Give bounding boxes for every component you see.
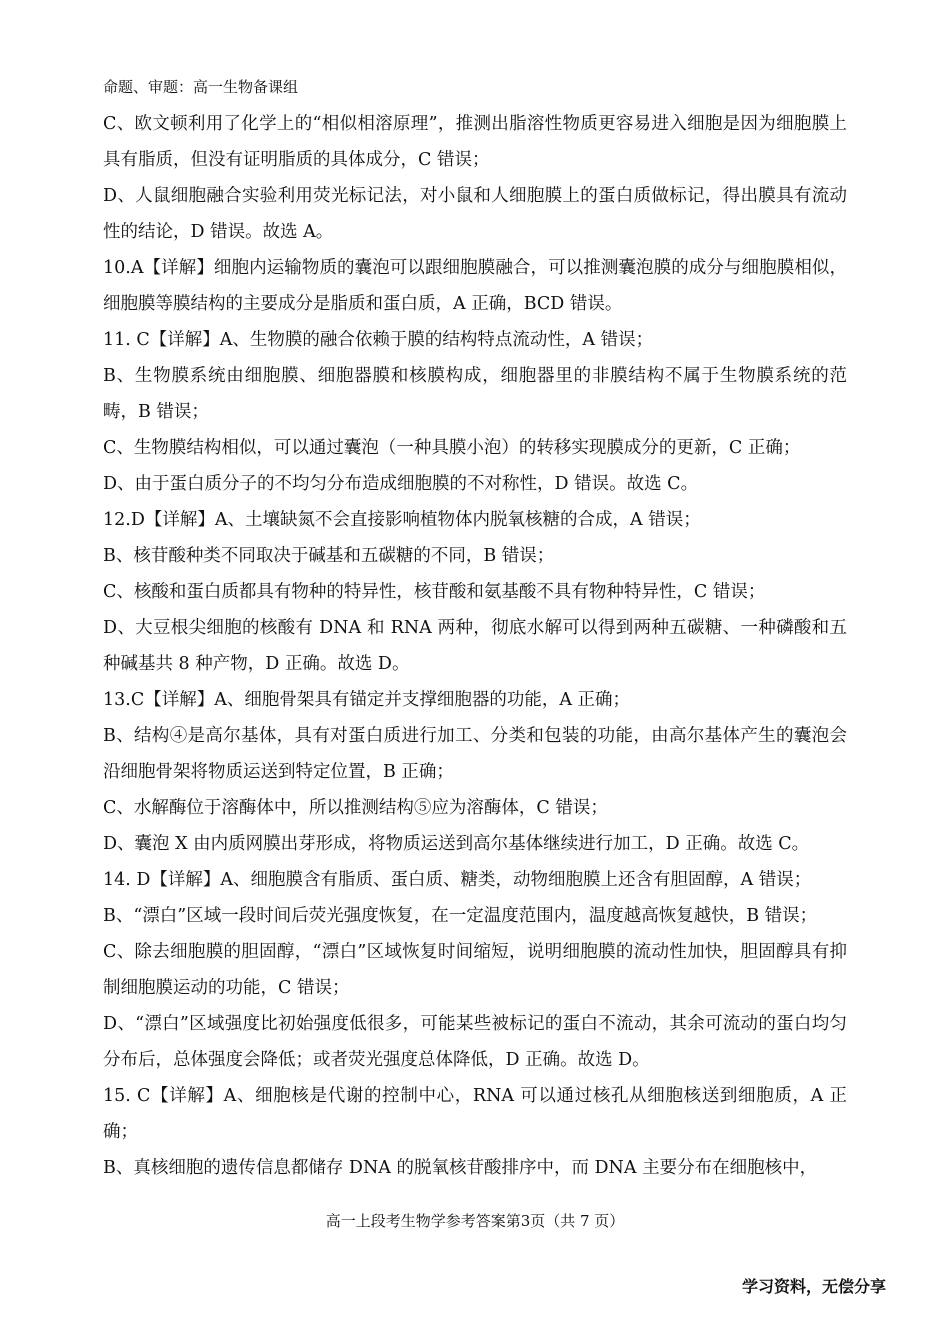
paragraph: B、“漂白”区域一段时间后荧光强度恢复，在一定温度范围内，温度越高恢复越快，B 错误；	[103, 906, 818, 926]
paragraph: D、“漂白”区域强度比初始强度低很多，可能某些被标记的蛋白不流动，其余可流动的蛋白均匀分布后，总体强度会降低；或者荧光强度总体降低，D 正确。故选 D。	[103, 1014, 847, 1070]
paragraph: B、生物膜系统由细胞膜、细胞器膜和核膜构成，细胞器里的非膜结构不属于生物膜系统的范畴，B 错误；	[103, 366, 847, 422]
paragraph: D、人鼠细胞融合实验利用荧光标记法，对小鼠和人细胞膜上的蛋白质做标记，得出膜具有流动性的结论，D 错误。故选 A。	[103, 186, 847, 242]
paragraph: D、囊泡 X 由内质网膜出芽形成，将物质运送到高尔基体继续进行加工，D 正确。故选 C。	[103, 834, 810, 854]
paragraph: B、结构④是高尔基体，具有对蛋白质进行加工、分类和包装的功能，由高尔基体产生的囊泡会沿细胞骨架将物质运送到特定位置，B 正确；	[103, 726, 847, 782]
paragraph: 15. C【详解】A、细胞核是代谢的控制中心，RNA 可以通过核孔从细胞核送到细胞质，A 正确；	[103, 1086, 847, 1142]
paragraph: 14. D【详解】A、细胞膜含有脂质、蛋白质、糖类，动物细胞膜上还含有胆固醇，A 错误；	[103, 870, 812, 890]
page-header: 命题、审题：高一生物备课组	[103, 78, 299, 96]
paragraph: C、水解酶位于溶酶体中，所以推测结构⑤应为溶酶体，C 错误；	[103, 798, 608, 818]
paragraph: D、由于蛋白质分子的不均匀分布造成细胞膜的不对称性，D 错误。故选 C。	[103, 474, 699, 494]
paragraph: C、除去细胞膜的胆固醇，“漂白”区域恢复时间缩短，说明细胞膜的流动性加快，胆固醇具有抑制细胞膜运动的功能，C 错误；	[103, 942, 847, 998]
paragraph: 12.D【详解】A、土壤缺氮不会直接影响植物体内脱氧核糖的合成，A 错误；	[103, 510, 701, 530]
paragraph: B、核苷酸种类不同取决于碱基和五碳糖的不同，B 错误；	[103, 546, 555, 566]
paragraph: C、生物膜结构相似，可以通过囊泡（一种具膜小泡）的转移实现膜成分的更新，C 正确；	[103, 438, 801, 458]
paragraph: 10.A【详解】细胞内运输物质的囊泡可以跟细胞膜融合，可以推测囊泡膜的成分与细胞膜相似，细胞膜等膜结构的主要成分是脂质和蛋白质，A 正确，BCD 错误。	[103, 258, 847, 314]
paragraph: C、核酸和蛋白质都具有物种的特异性，核苷酸和氨基酸不具有物种特异性，C 错误；	[103, 582, 766, 602]
answer-content	[103, 106, 847, 1186]
paragraph: 13.C【详解】A、细胞骨架具有锚定并支撑细胞器的功能，A 正确；	[103, 690, 631, 710]
share-note: 学习资料，无偿分享	[741, 1277, 886, 1296]
page-footer: 高一上段考生物学参考答案第3页（共 7 页）	[325, 1212, 625, 1230]
paragraph: B、真核细胞的遗传信息都储存 DNA 的脱氧核苷酸排序中，而 DNA 主要分布在细胞核中，	[103, 1158, 818, 1178]
paragraph: D、大豆根尖细胞的核酸有 DNA 和 RNA 两种，彻底水解可以得到两种五碳糖、一种磷酸和五种碱基共 8 种产物，D 正确。故选 D。	[103, 618, 847, 674]
paragraph: 11. C【详解】A、生物膜的融合依赖于膜的结构特点流动性，A 错误；	[103, 330, 654, 350]
paragraph: C、欧文顿利用了化学上的“相似相溶原理”，推测出脂溶性物质更容易进入细胞是因为细胞膜上具有脂质，但没有证明脂质的具体成分，C 错误；	[103, 114, 847, 170]
